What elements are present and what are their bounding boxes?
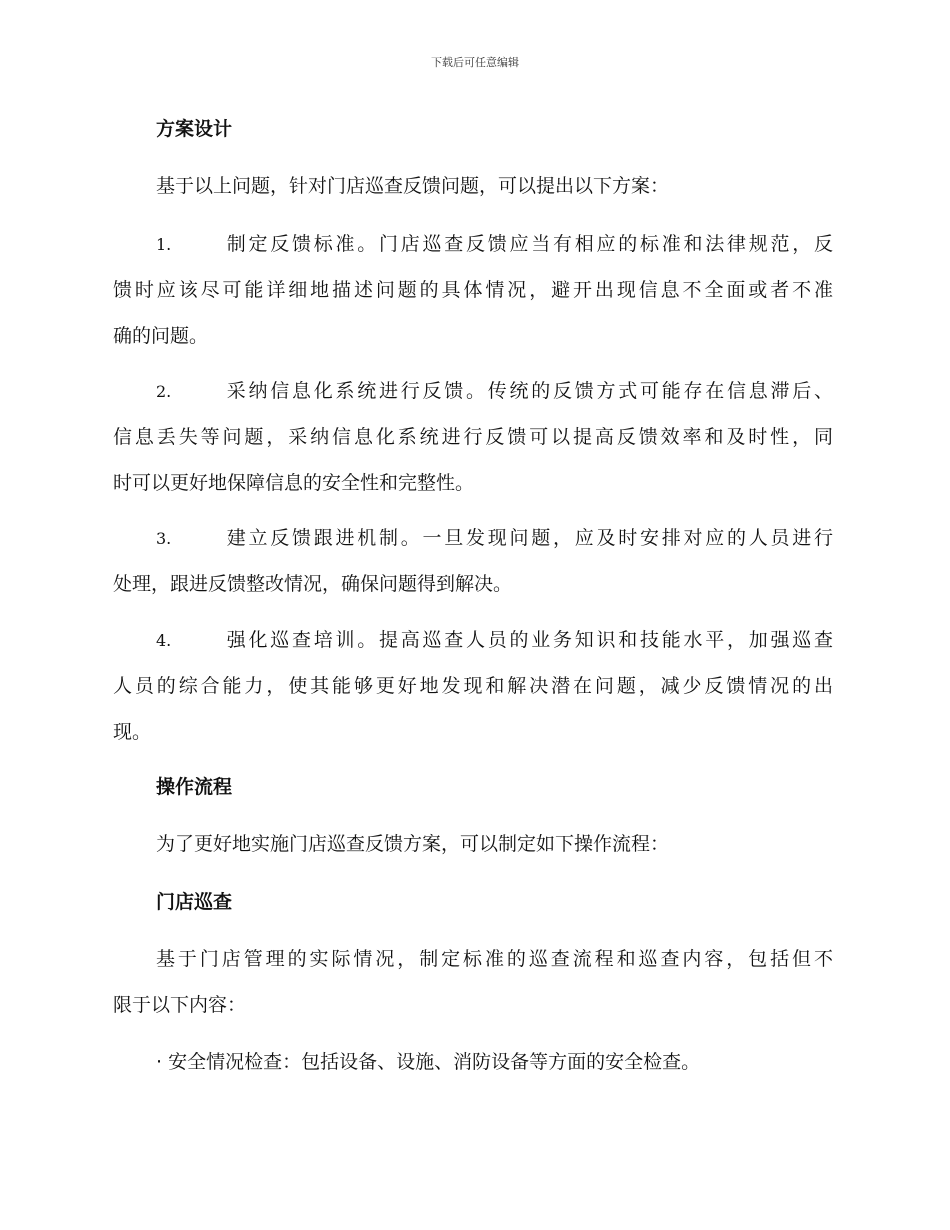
list-item-text: 建立反馈跟进机制。一旦发现问题，应及时安排对应的人员进行 [224, 527, 833, 549]
list-item-number: 3. [156, 529, 172, 548]
section-design [113, 106, 833, 152]
bullet-item [113, 1039, 833, 1085]
paragraph-line: 现。 [113, 721, 152, 743]
list-item-line [113, 617, 833, 663]
paragraph-line: 馈时应该尽可能详细地描述问题的具体情况，避开出现信息不全面或者不准 [113, 279, 833, 301]
paragraph-line: 人员的综合能力，使其能够更好地发现和解决潜在问题，减少反馈情况的出 [113, 675, 833, 697]
list-item-number: 2. [156, 382, 172, 401]
paragraph-line: 处理，跟进反馈整改情况，确保问题得到解决。 [113, 573, 513, 595]
page-header: 下载后可任意编辑 [431, 56, 519, 69]
paragraph-line: 限于以下内容： [113, 994, 247, 1016]
section-intro [113, 163, 833, 209]
section-heading: 门店巡查 [156, 891, 233, 913]
bullet-text: · 安全情况检查：包括设备、设施、消防设备等方面的安全检查。 [156, 1051, 701, 1073]
list-item [113, 617, 833, 755]
paragraph-line: 时可以更好地保障信息的安全性和完整性。 [113, 472, 475, 494]
list-item-number: 1. [156, 235, 172, 254]
paragraph-line: 信息丢失等问题，采纳信息化系统进行反馈可以提高反馈效率和及时性，同 [113, 426, 833, 448]
list-item-line [113, 515, 833, 561]
section-process [113, 764, 833, 810]
list-item [113, 221, 833, 359]
paragraph-line: 基于门店管理的实际情况，制定标准的巡查流程和巡查内容，包括但不 [156, 948, 833, 970]
section-intro [113, 821, 833, 867]
list-item-line [113, 368, 833, 414]
list-item-text: 采纳信息化系统进行反馈。传统的反馈方式可能存在信息滞后、 [224, 380, 833, 402]
section-heading: 操作流程 [156, 776, 233, 798]
list-item-text: 强化巡查培训。提高巡查人员的业务知识和技能水平，加强巡查 [224, 629, 833, 651]
paragraph-line: 基于以上问题，针对门店巡查反馈问题，可以提出以下方案： [156, 175, 670, 197]
list-item-text: 制定反馈标准。门店巡查反馈应当有相应的标准和法律规范，反 [224, 233, 833, 255]
list-item-number: 4. [156, 631, 172, 650]
paragraph-line: 确的问题。 [113, 325, 209, 347]
section-heading: 方案设计 [156, 118, 233, 140]
paragraph-line: 为了更好地实施门店巡查反馈方案，可以制定如下操作流程： [156, 833, 670, 855]
list-item-line [113, 221, 833, 267]
list-item [113, 368, 833, 506]
section-inspection [113, 879, 833, 925]
list-item [113, 515, 833, 607]
section-paragraph [113, 936, 833, 1028]
